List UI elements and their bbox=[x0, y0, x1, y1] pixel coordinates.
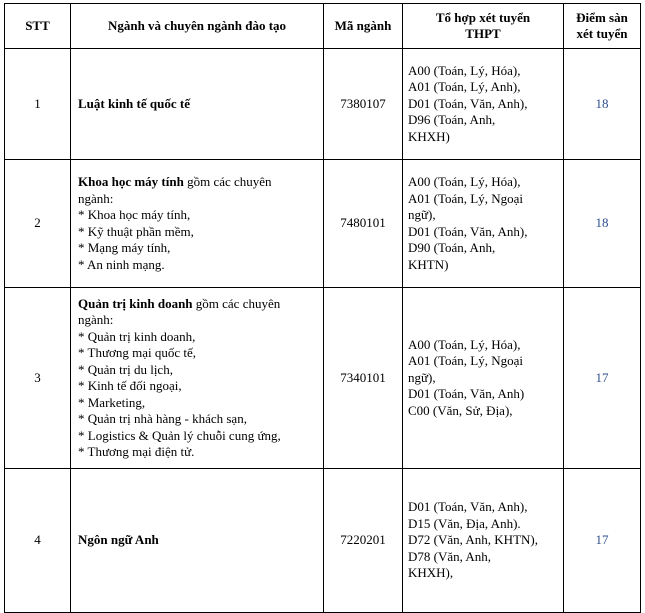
major-line: * Kinh tế đối ngoại, bbox=[78, 378, 182, 393]
table-row bbox=[5, 49, 641, 160]
major-line: * Quản trị kinh doanh, bbox=[78, 328, 196, 344]
major-line: * Marketing, bbox=[78, 394, 146, 410]
combo-line: ngữ), bbox=[408, 369, 436, 385]
row-code: 7480101 bbox=[324, 160, 403, 288]
major-title: Quản trị kinh doanh bbox=[78, 295, 193, 311]
table-header-row bbox=[5, 4, 641, 49]
major-line: * Quản trị nhà hàng - khách sạn, bbox=[78, 411, 247, 426]
table-row bbox=[5, 160, 641, 288]
row-combo bbox=[403, 288, 564, 469]
row-major bbox=[71, 469, 324, 613]
row-score: 18 bbox=[564, 49, 641, 160]
row-major bbox=[71, 49, 324, 160]
header-combo-line1: Tổ hợp xét tuyển bbox=[435, 10, 531, 25]
combo-line: D15 (Văn, Địa, Anh). bbox=[408, 515, 521, 531]
row-score: 17 bbox=[564, 288, 641, 469]
major-line: * An ninh mạng. bbox=[78, 256, 165, 272]
header-combo bbox=[403, 4, 564, 49]
row-code: 7380107 bbox=[324, 49, 403, 160]
major-line: * Thương mại quốc tế, bbox=[78, 345, 197, 360]
major-suffix: gồm các chuyên bbox=[192, 295, 281, 311]
row-code: 7220201 bbox=[324, 469, 403, 613]
major-line: * Kỹ thuật phần mềm, bbox=[78, 223, 194, 239]
combo-line: D01 (Toán, Văn, Anh), bbox=[408, 95, 528, 111]
row-score: 17 bbox=[564, 469, 641, 613]
header-major: Ngành và chuyên ngành đào tạo bbox=[71, 4, 324, 49]
combo-line: C00 (Văn, Sử, Địa), bbox=[408, 402, 513, 418]
combo-line: KHXH) bbox=[408, 128, 450, 144]
major-line: * Quản trị du lịch, bbox=[78, 361, 173, 377]
table-row bbox=[5, 469, 641, 613]
combo-line: D72 (Văn, Anh, KHTN), bbox=[408, 532, 538, 548]
row-major bbox=[71, 288, 324, 469]
row-stt: 4 bbox=[5, 469, 71, 613]
combo-line: ngữ), bbox=[408, 207, 436, 222]
header-stt: STT bbox=[5, 4, 71, 49]
header-score bbox=[564, 4, 641, 49]
row-score: 18 bbox=[564, 160, 641, 288]
row-combo bbox=[403, 469, 564, 613]
major-line: ngành: bbox=[78, 190, 114, 206]
combo-line: KHTN) bbox=[408, 256, 449, 272]
row-code: 7340101 bbox=[324, 288, 403, 469]
major-title: Khoa học máy tính bbox=[78, 174, 184, 189]
major-line: ngành: bbox=[78, 312, 114, 327]
major-suffix: gồm các chuyên bbox=[183, 174, 272, 189]
row-stt: 2 bbox=[5, 160, 71, 288]
combo-line: A01 (Toán, Lý, Ngoại bbox=[408, 353, 523, 369]
combo-line: A00 (Toán, Lý, Hóa), bbox=[408, 174, 521, 189]
row-combo bbox=[403, 160, 564, 288]
major-title: Ngôn ngữ Anh bbox=[78, 532, 159, 548]
row-major bbox=[71, 160, 324, 288]
combo-line: A00 (Toán, Lý, Hóa), bbox=[408, 336, 521, 352]
major-title: Luật kinh tế quốc tế bbox=[78, 95, 190, 111]
combo-line: D01 (Toán, Văn, Anh), bbox=[408, 499, 528, 515]
combo-line: D90 (Toán, Anh, bbox=[408, 240, 496, 255]
combo-line: D01 (Toán, Văn, Anh), bbox=[408, 223, 528, 239]
combo-line: A01 (Toán, Lý, Ngoại bbox=[408, 190, 523, 206]
header-score-line2: xét tuyển bbox=[576, 26, 628, 41]
row-stt: 3 bbox=[5, 288, 71, 469]
header-code: Mã ngành bbox=[324, 4, 403, 49]
combo-line: A01 (Toán, Lý, Anh), bbox=[408, 79, 521, 95]
major-line: * Thương mại điện tử. bbox=[78, 444, 195, 459]
admission-table bbox=[4, 3, 641, 613]
combo-line: D78 (Văn, Anh, bbox=[408, 548, 492, 564]
major-line: * Khoa học máy tính, bbox=[78, 207, 191, 222]
combo-line: A00 (Toán, Lý, Hóa), bbox=[408, 62, 521, 78]
major-line: * Mạng máy tính, bbox=[78, 240, 171, 255]
header-score-line1: Điểm sàn bbox=[576, 10, 628, 25]
combo-line: D96 (Toán, Anh, bbox=[408, 112, 496, 128]
row-stt: 1 bbox=[5, 49, 71, 160]
header-combo-line2: THPT bbox=[465, 26, 501, 41]
major-line: * Logistics & Quản lý chuỗi cung ứng, bbox=[78, 427, 281, 443]
table-row bbox=[5, 288, 641, 469]
row-combo bbox=[403, 49, 564, 160]
admission-table-container bbox=[4, 3, 640, 613]
combo-line: KHXH), bbox=[408, 565, 454, 581]
combo-line: D01 (Toán, Văn, Anh) bbox=[408, 386, 525, 402]
